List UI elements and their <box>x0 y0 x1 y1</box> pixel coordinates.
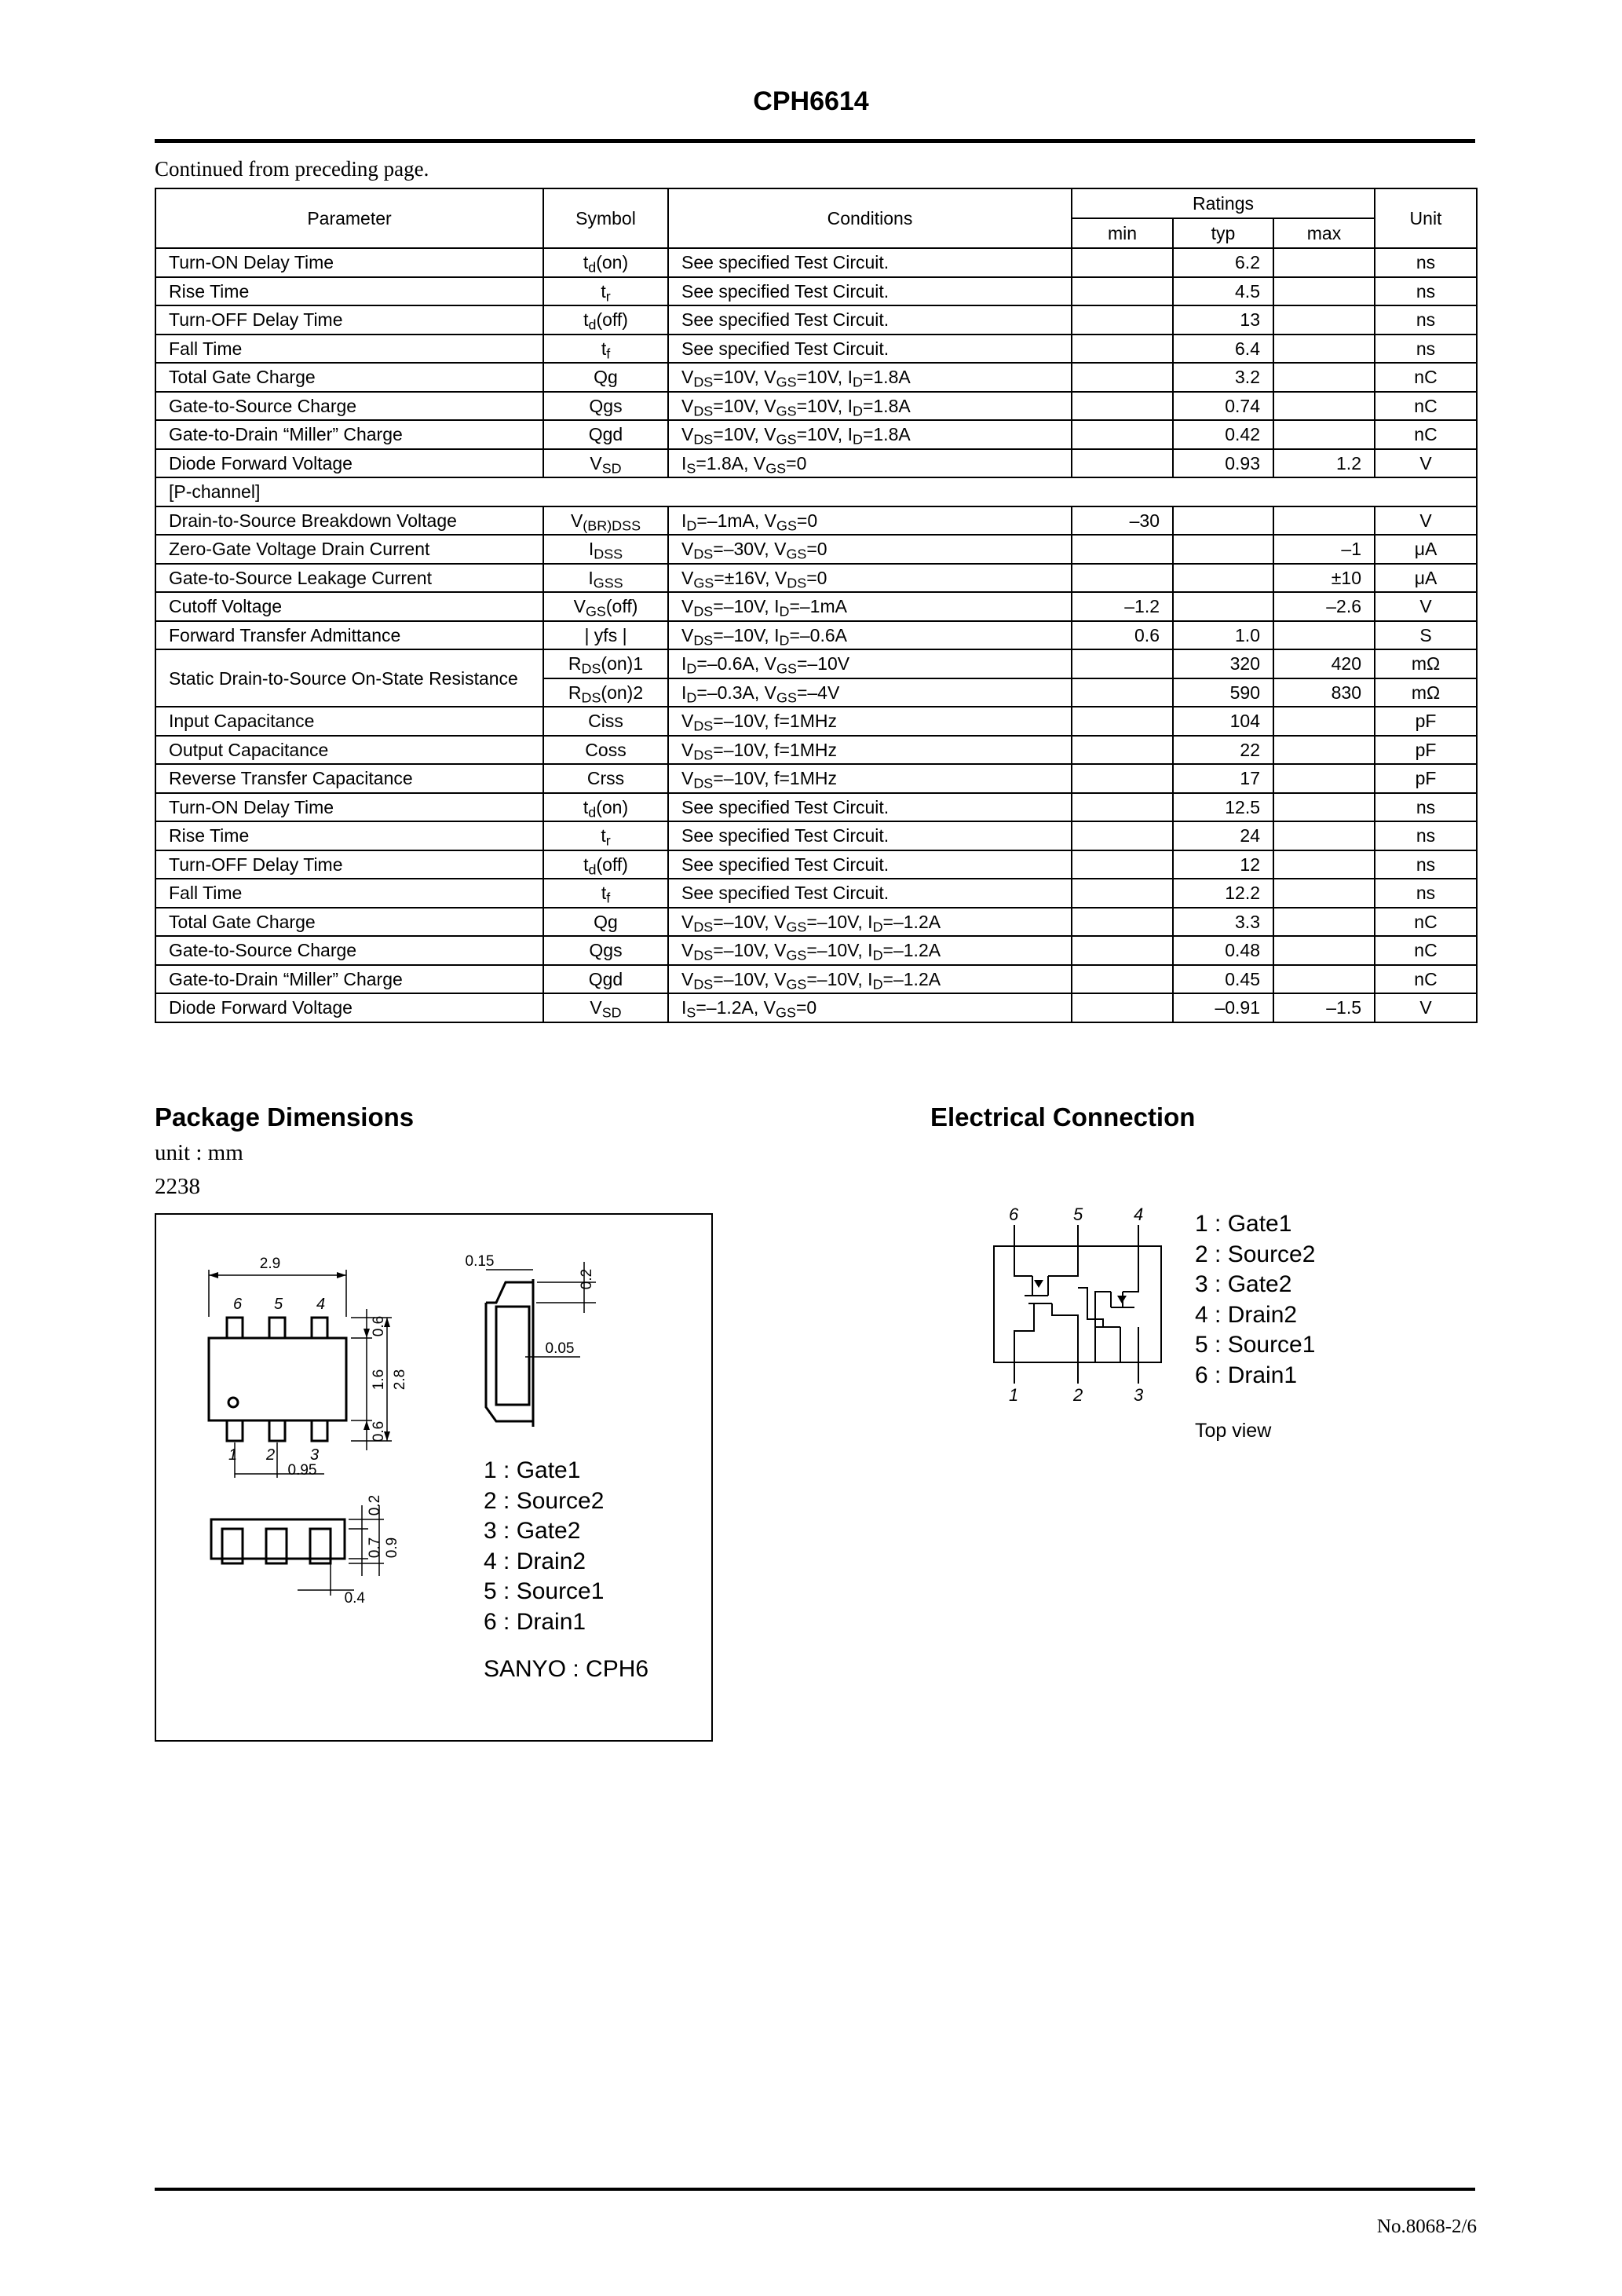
typ-cell: 22 <box>1173 736 1273 765</box>
min-cell <box>1072 850 1173 879</box>
symbol-cell: Qgd <box>543 420 668 449</box>
param-cell: Turn-ON Delay Time <box>155 248 543 277</box>
max-cell <box>1273 277 1375 306</box>
typ-cell: 12.2 <box>1173 879 1273 908</box>
symbol-cell: $t_d(on)$ <box>543 248 668 277</box>
unit-cell: pF <box>1375 736 1477 765</box>
min-cell <box>1072 363 1173 392</box>
typ-cell: 12.5 <box>1173 793 1273 822</box>
unit-cell: ns <box>1375 879 1477 908</box>
conditions-cell: $V_{DS}=-10V$, $V_{GS}=-10V$, $I_D=-1.2A$ <box>668 936 1072 965</box>
param-cell: Reverse Transfer Capacitance <box>155 764 543 793</box>
table-row <box>155 850 1477 879</box>
param-cell: Gate-to-Drain “Miller” Charge <box>155 965 543 994</box>
spec-table <box>155 188 1478 1023</box>
min-cell <box>1072 678 1173 707</box>
symbol-cell: Qgs <box>543 392 668 421</box>
unit-cell: nC <box>1375 392 1477 421</box>
typ-cell: 12 <box>1173 850 1273 879</box>
max-cell <box>1273 821 1375 850</box>
typ-cell <box>1173 535 1273 564</box>
unit-cell: pF <box>1375 707 1477 736</box>
min-cell <box>1072 449 1173 478</box>
typ-cell: 24 <box>1173 821 1273 850</box>
table-row <box>155 305 1477 335</box>
conditions-cell: See specified Test Circuit. <box>668 850 1072 879</box>
conditions-cell: See specified Test Circuit. <box>668 879 1072 908</box>
param-cell: Gate-to-Drain “Miller” Charge <box>155 420 543 449</box>
doc-number: No.8068-2/6 <box>1376 2216 1477 2237</box>
conditions-cell: $V_{DS}=-10V$, $V_{GS}=-10V$, $I_D=-1.2A$ <box>668 965 1072 994</box>
min-cell <box>1072 936 1173 965</box>
conditions-cell: $V_{DS}=-10V$, $I_D=-1mA$ <box>668 592 1072 621</box>
param-cell: Zero-Gate Voltage Drain Current <box>155 535 543 564</box>
pkg-pin-label-2: 2 : Source2 <box>484 1487 605 1514</box>
max-cell: 420 <box>1273 649 1375 678</box>
unit-cell: ns <box>1375 793 1477 822</box>
param-cell: Fall Time <box>155 335 543 364</box>
unit-cell: V <box>1375 592 1477 621</box>
page-title: CPH6614 <box>753 86 869 116</box>
ec-pin-5: 5 <box>1073 1205 1083 1224</box>
dim-0-2-a: 0.2 <box>579 1268 595 1290</box>
table-row <box>155 936 1477 965</box>
header-ratings: Ratings <box>1072 188 1375 218</box>
symbol-cell: $t_d(on)$ <box>543 793 668 822</box>
param-cell: Cutoff Voltage <box>155 592 543 621</box>
param-cell: Fall Time <box>155 879 543 908</box>
symbol-cell: $t_f$ <box>543 879 668 908</box>
table-row <box>155 736 1477 765</box>
section-row <box>155 477 1477 506</box>
typ-cell: 0.93 <box>1173 449 1273 478</box>
electrical-pin-list <box>1195 1209 1315 1391</box>
param-cell: Rise Time <box>155 821 543 850</box>
conditions-cell: $I_S=1.8A$, $V_{GS}=0$ <box>668 449 1072 478</box>
header-conditions: Conditions <box>668 188 1072 248</box>
header-unit: Unit <box>1375 188 1477 248</box>
table-row <box>155 248 1477 277</box>
dim-0-9: 0.9 <box>384 1537 400 1559</box>
param-cell: Static Drain-to-Source On-State Resistance <box>155 649 543 707</box>
pkg-pin-6: 6 <box>233 1296 243 1313</box>
max-cell <box>1273 764 1375 793</box>
conditions-cell: $V_{DS}=10V$, $V_{GS}=10V$, $I_D=1.8A$ <box>668 363 1072 392</box>
typ-cell <box>1173 506 1273 536</box>
max-cell <box>1273 736 1375 765</box>
unit-cell: μA <box>1375 564 1477 593</box>
max-cell <box>1273 506 1375 536</box>
top-view-label: Top view <box>1195 1420 1272 1442</box>
typ-cell: 3.3 <box>1173 908 1273 937</box>
min-cell <box>1072 305 1173 335</box>
table-row <box>155 535 1477 564</box>
table-row <box>155 392 1477 421</box>
ec-pin-3: 3 <box>1134 1385 1144 1405</box>
min-cell <box>1072 793 1173 822</box>
package-pin-list <box>484 1456 648 1685</box>
max-cell <box>1273 707 1375 736</box>
param-cell: Rise Time <box>155 277 543 306</box>
min-cell <box>1072 993 1173 1022</box>
max-cell: –1.5 <box>1273 993 1375 1022</box>
unit-cell: V <box>1375 993 1477 1022</box>
min-cell: –30 <box>1072 506 1173 536</box>
unit-cell: nC <box>1375 363 1477 392</box>
electrical-heading: Electrical Connection <box>930 1102 1196 1132</box>
typ-cell: 0.48 <box>1173 936 1273 965</box>
conditions-cell: See specified Test Circuit. <box>668 277 1072 306</box>
param-cell: Gate-to-Source Leakage Current <box>155 564 543 593</box>
conditions-cell: $V_{DS}=-10V$, $I_D=-0.6A$ <box>668 621 1072 650</box>
dim-0-6-b: 0.6 <box>371 1420 387 1442</box>
min-cell <box>1072 420 1173 449</box>
param-cell: Drain-to-Source Breakdown Voltage <box>155 506 543 536</box>
table-row <box>155 621 1477 650</box>
conditions-cell: $V_{DS}=-10V$, f=1MHz <box>668 707 1072 736</box>
max-cell: 830 <box>1273 678 1375 707</box>
package-code: 2238 <box>155 1174 200 1199</box>
symbol-cell: $V_{SD}$ <box>543 449 668 478</box>
unit-cell: nC <box>1375 420 1477 449</box>
table-row <box>155 449 1477 478</box>
min-cell <box>1072 649 1173 678</box>
conditions-cell: $V_{DS}=10V$, $V_{GS}=10V$, $I_D=1.8A$ <box>668 392 1072 421</box>
typ-cell: 590 <box>1173 678 1273 707</box>
typ-cell: 1.0 <box>1173 621 1273 650</box>
typ-cell: 0.45 <box>1173 965 1273 994</box>
dim-0-95: 0.95 <box>287 1462 317 1479</box>
symbol-cell: $I_{DSS}$ <box>543 535 668 564</box>
conditions-cell: $I_D=-0.3A$, $V_{GS}=-4V$ <box>668 678 1072 707</box>
conditions-cell: $I_D=-0.6A$, $V_{GS}=-10V$ <box>668 649 1072 678</box>
pkg-pin-label-6: 6 : Drain1 <box>484 1608 586 1635</box>
ec-pin-label-2: 2 : Source2 <box>1195 1241 1316 1267</box>
symbol-cell: $R_{DS}(on)2$ <box>543 678 668 707</box>
header-rule <box>155 139 1475 143</box>
pkg-pin-3: 3 <box>310 1446 320 1464</box>
unit-cell: ns <box>1375 305 1477 335</box>
package-drawing-box <box>155 1213 713 1742</box>
unit-cell: pF <box>1375 764 1477 793</box>
min-cell <box>1072 879 1173 908</box>
unit-cell: ns <box>1375 248 1477 277</box>
dim-0-6-a: 0.6 <box>371 1315 387 1337</box>
min-cell <box>1072 821 1173 850</box>
typ-cell: 104 <box>1173 707 1273 736</box>
typ-cell: 17 <box>1173 764 1273 793</box>
table-row <box>155 564 1477 593</box>
max-cell <box>1273 420 1375 449</box>
max-cell <box>1273 305 1375 335</box>
max-cell <box>1273 248 1375 277</box>
symbol-cell: Crss <box>543 764 668 793</box>
pkg-pin-1: 1 <box>228 1446 238 1464</box>
unit-cell: V <box>1375 449 1477 478</box>
pin1-marker-icon <box>228 1398 238 1407</box>
dim-2-8: 2.8 <box>392 1369 408 1391</box>
param-cell: Output Capacitance <box>155 736 543 765</box>
unit-cell: ns <box>1375 821 1477 850</box>
min-cell <box>1072 707 1173 736</box>
symbol-cell: Qg <box>543 363 668 392</box>
conditions-cell: See specified Test Circuit. <box>668 305 1072 335</box>
table-row <box>155 793 1477 822</box>
unit-cell: mΩ <box>1375 678 1477 707</box>
dim-1-6: 1.6 <box>371 1369 387 1391</box>
typ-cell: 0.74 <box>1173 392 1273 421</box>
dim-0-05: 0.05 <box>545 1340 575 1357</box>
conditions-cell: $V_{DS}=-10V$, f=1MHz <box>668 736 1072 765</box>
conditions-cell: See specified Test Circuit. <box>668 335 1072 364</box>
unit-cell: nC <box>1375 965 1477 994</box>
unit-cell: ns <box>1375 277 1477 306</box>
min-cell <box>1072 564 1173 593</box>
typ-cell: 6.4 <box>1173 335 1273 364</box>
max-cell <box>1273 965 1375 994</box>
symbol-cell: $t_r$ <box>543 821 668 850</box>
footer-rule <box>155 2188 1475 2191</box>
ec-pin-2: 2 <box>1073 1385 1083 1405</box>
symbol-cell: $I_{GSS}$ <box>543 564 668 593</box>
unit-cell: μA <box>1375 535 1477 564</box>
table-row <box>155 764 1477 793</box>
param-cell: Gate-to-Source Charge <box>155 392 543 421</box>
dim-0-15: 0.15 <box>465 1253 495 1270</box>
conditions-cell: See specified Test Circuit. <box>668 248 1072 277</box>
dim-0-7: 0.7 <box>367 1537 383 1559</box>
unit-cell: ns <box>1375 850 1477 879</box>
ec-pin-label-3: 3 : Gate2 <box>1195 1271 1292 1297</box>
unit-cell: ns <box>1375 335 1477 364</box>
pkg-pin-5: 5 <box>274 1296 283 1313</box>
param-cell: Diode Forward Voltage <box>155 993 543 1022</box>
typ-cell <box>1173 592 1273 621</box>
min-cell: 0.6 <box>1072 621 1173 650</box>
package-maker: SANYO : CPH6 <box>484 1656 649 1682</box>
table-row <box>155 707 1477 736</box>
typ-cell: 3.2 <box>1173 363 1273 392</box>
symbol-cell: $t_d(off)$ <box>543 850 668 879</box>
max-cell <box>1273 936 1375 965</box>
min-cell <box>1072 535 1173 564</box>
conditions-cell: $V_{DS}=-10V$, $V_{GS}=-10V$, $I_D=-1.2A$ <box>668 908 1072 937</box>
unit-cell: S <box>1375 621 1477 650</box>
pkg-pin-label-5: 5 : Source1 <box>484 1578 605 1604</box>
symbol-cell: Qgs <box>543 936 668 965</box>
max-cell: 1.2 <box>1273 449 1375 478</box>
max-cell <box>1273 793 1375 822</box>
symbol-cell: $t_f$ <box>543 335 668 364</box>
section-p-channel: [P-channel] <box>155 477 1477 506</box>
continued-note: Continued from preceding page. <box>155 157 429 181</box>
symbol-cell: $V_{(BR)DSS}$ <box>543 506 668 536</box>
max-cell <box>1273 621 1375 650</box>
conditions-cell: $V_{DS}=-10V$, f=1MHz <box>668 764 1072 793</box>
min-cell: –1.2 <box>1072 592 1173 621</box>
dim-0-4: 0.4 <box>344 1590 365 1607</box>
header-symbol: Symbol <box>543 188 668 248</box>
symbol-cell: Coss <box>543 736 668 765</box>
table-row <box>155 506 1477 536</box>
header-max: max <box>1273 218 1375 248</box>
symbol-cell: $t_r$ <box>543 277 668 306</box>
pkg-pin-label-3: 3 : Gate2 <box>484 1518 581 1544</box>
table-row <box>155 277 1477 306</box>
min-cell <box>1072 248 1173 277</box>
table-row <box>155 908 1477 937</box>
max-cell <box>1273 850 1375 879</box>
pkg-pin-label-4: 4 : Drain2 <box>484 1548 586 1574</box>
symbol-cell: Qg <box>543 908 668 937</box>
table-row <box>155 363 1477 392</box>
param-cell: Forward Transfer Admittance <box>155 621 543 650</box>
conditions-cell: $V_{DS}=-30V$, $V_{GS}=0$ <box>668 535 1072 564</box>
pkg-pin-label-1: 1 : Gate1 <box>484 1457 581 1483</box>
ec-pin-1: 1 <box>1009 1385 1019 1405</box>
pkg-pin-2: 2 <box>266 1446 276 1464</box>
symbol-cell: $V_{SD}$ <box>543 993 668 1022</box>
ec-pin-label-4: 4 : Drain2 <box>1195 1301 1298 1328</box>
param-cell: Total Gate Charge <box>155 908 543 937</box>
symbol-cell: $V_{GS}(off)$ <box>543 592 668 621</box>
table-row <box>155 420 1477 449</box>
conditions-cell: $I_D=-1mA$, $V_{GS}=0$ <box>668 506 1072 536</box>
dim-2-9: 2.9 <box>259 1256 281 1272</box>
table-row <box>155 592 1477 621</box>
conditions-cell: See specified Test Circuit. <box>668 793 1072 822</box>
param-cell: Input Capacitance <box>155 707 543 736</box>
table-row <box>155 649 1477 678</box>
unit-cell: nC <box>1375 936 1477 965</box>
param-cell: Diode Forward Voltage <box>155 449 543 478</box>
header-min: min <box>1072 218 1173 248</box>
min-cell <box>1072 736 1173 765</box>
conditions-cell: See specified Test Circuit. <box>668 821 1072 850</box>
max-cell <box>1273 879 1375 908</box>
typ-cell: 13 <box>1173 305 1273 335</box>
min-cell <box>1072 277 1173 306</box>
param-cell: Turn-ON Delay Time <box>155 793 543 822</box>
typ-cell: –0.91 <box>1173 993 1273 1022</box>
min-cell <box>1072 764 1173 793</box>
pkg-pin-4: 4 <box>316 1296 326 1313</box>
table-row <box>155 879 1477 908</box>
param-cell: Turn-OFF Delay Time <box>155 850 543 879</box>
min-cell <box>1072 965 1173 994</box>
package-unit: unit : mm <box>155 1140 243 1165</box>
header-typ: typ <box>1173 218 1273 248</box>
symbol-cell: Ciss <box>543 707 668 736</box>
conditions-cell: $V_{DS}=10V$, $V_{GS}=10V$, $I_D=1.8A$ <box>668 420 1072 449</box>
max-cell <box>1273 908 1375 937</box>
typ-cell: 320 <box>1173 649 1273 678</box>
table-row <box>155 335 1477 364</box>
ec-pin-6: 6 <box>1009 1205 1019 1224</box>
conditions-cell: $I_S=-1.2A$, $V_{GS}=0$ <box>668 993 1072 1022</box>
min-cell <box>1072 392 1173 421</box>
max-cell <box>1273 392 1375 421</box>
unit-cell: mΩ <box>1375 649 1477 678</box>
conditions-cell: $V_{GS}=\pm 16V$, $V_{DS}=0$ <box>668 564 1072 593</box>
max-cell: –2.6 <box>1273 592 1375 621</box>
param-cell: Total Gate Charge <box>155 363 543 392</box>
ec-pin-label-1: 1 : Gate1 <box>1195 1211 1292 1237</box>
max-cell <box>1273 335 1375 364</box>
max-cell: –1 <box>1273 535 1375 564</box>
table-row <box>155 993 1477 1022</box>
table-row <box>155 965 1477 994</box>
typ-cell: 6.2 <box>1173 248 1273 277</box>
unit-cell: V <box>1375 506 1477 536</box>
param-cell: Gate-to-Source Charge <box>155 936 543 965</box>
max-cell: ±10 <box>1273 564 1375 593</box>
table-row <box>155 821 1477 850</box>
typ-cell: 4.5 <box>1173 277 1273 306</box>
header-parameter: Parameter <box>155 188 543 248</box>
symbol-cell: $R_{DS}(on)1$ <box>543 649 668 678</box>
unit-cell: nC <box>1375 908 1477 937</box>
param-cell: Turn-OFF Delay Time <box>155 305 543 335</box>
package-heading: Package Dimensions <box>155 1102 415 1132</box>
dim-0-2-b: 0.2 <box>367 1494 383 1516</box>
max-cell <box>1273 363 1375 392</box>
ec-pin-4: 4 <box>1134 1205 1144 1224</box>
symbol-cell: $t_d(off)$ <box>543 305 668 335</box>
electrical-connection-diagram <box>985 1201 1189 1413</box>
min-cell <box>1072 908 1173 937</box>
ec-pin-label-6: 6 : Drain1 <box>1195 1362 1298 1388</box>
symbol-cell: | yfs | <box>543 621 668 650</box>
ec-pin-label-5: 5 : Source1 <box>1195 1332 1316 1358</box>
min-cell <box>1072 335 1173 364</box>
typ-cell: 0.42 <box>1173 420 1273 449</box>
typ-cell <box>1173 564 1273 593</box>
symbol-cell: Qgd <box>543 965 668 994</box>
